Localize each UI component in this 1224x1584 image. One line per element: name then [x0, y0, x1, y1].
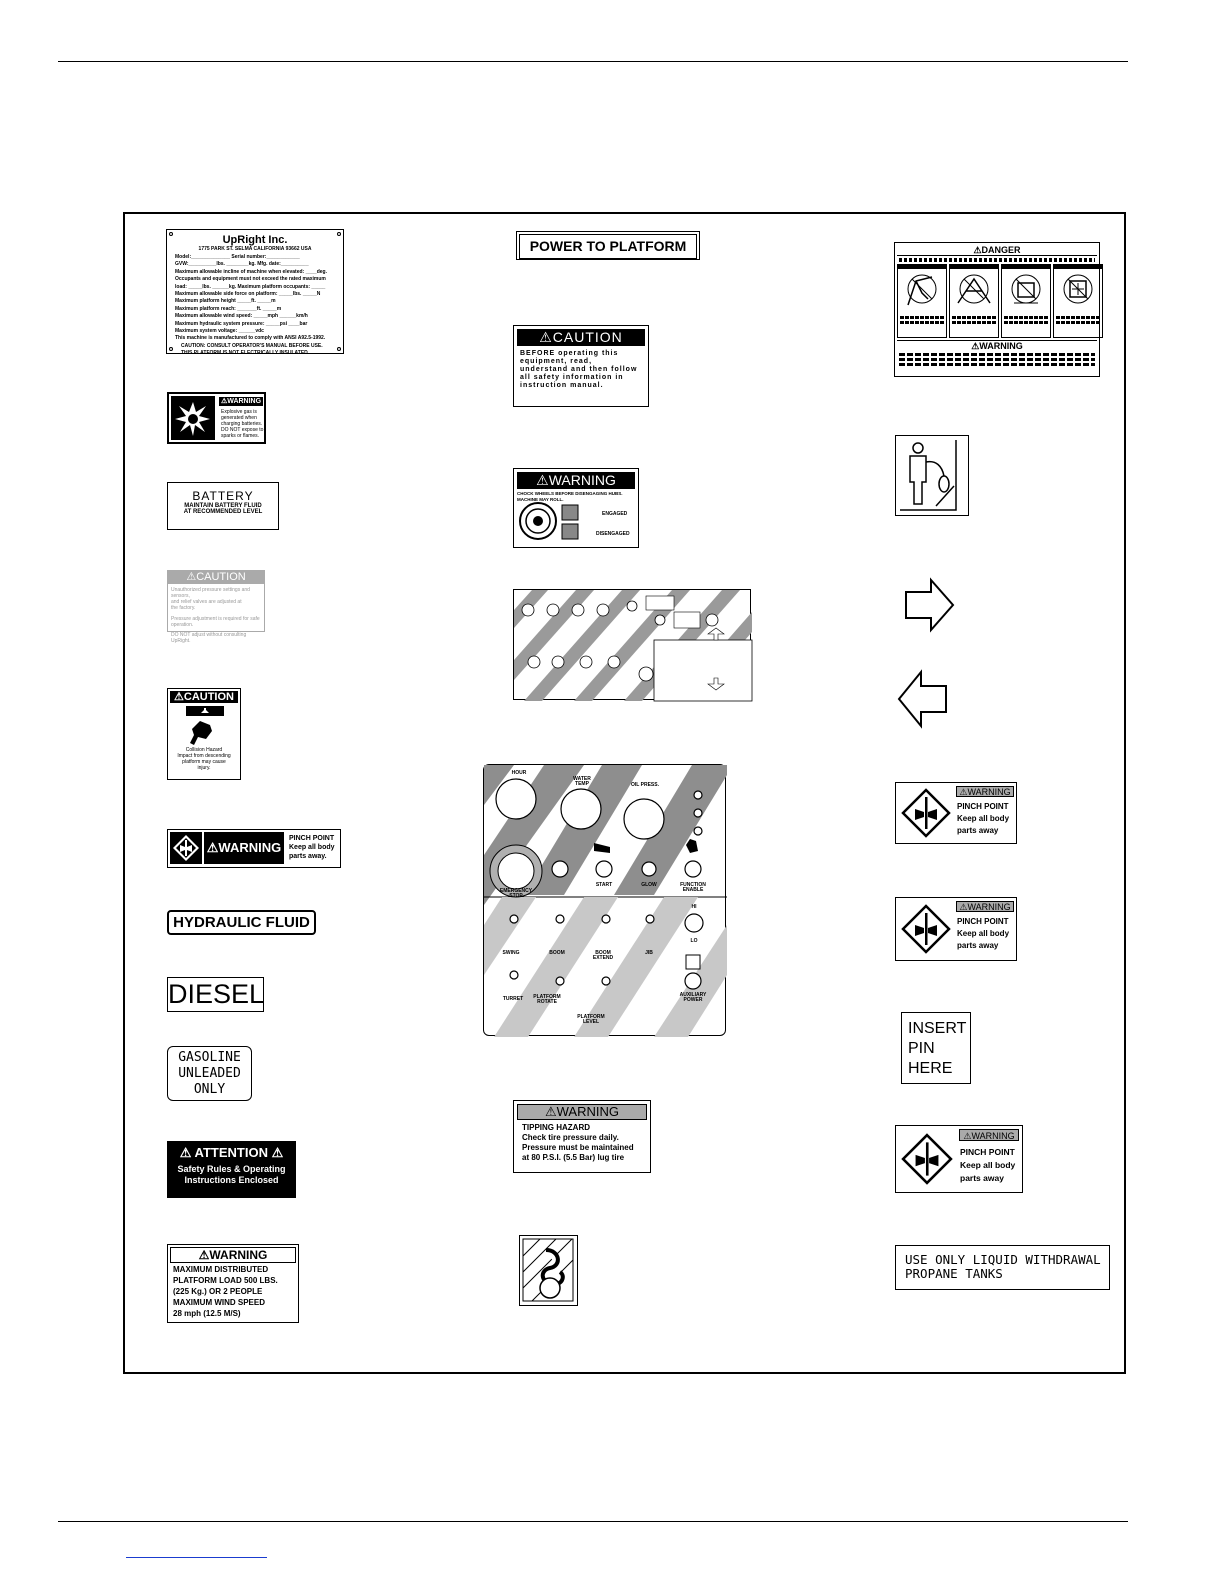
collision-line: Impact from descending [177, 753, 231, 759]
caution-faded-line: and relief valves are adjusted at [171, 599, 242, 605]
nameplate-company: UpRight Inc. [222, 234, 288, 246]
function-label-boom-extend: BOOM EXTEND [592, 950, 614, 961]
pinch-point-decal [895, 897, 1017, 961]
screw-hole-icon [169, 232, 173, 236]
tipping-line: Pressure must be maintained [522, 1143, 634, 1152]
chock-header: WARNING [548, 472, 616, 488]
caution-faded-line: the factory. [171, 605, 196, 611]
pinch-header: WARNING [967, 787, 1011, 797]
max-load-warning-decal [167, 1244, 299, 1323]
pinch-header: WARNING [967, 902, 1011, 912]
insert-pin-line1: INSERT [908, 1020, 967, 1037]
nameplate-line: load: _____lbs. ______kg. Maximum platform occupants: _____ [175, 283, 326, 290]
nameplate-line: Maximum platform height _____ft. _____m [175, 298, 276, 305]
tipping-header: WARNING [556, 1104, 619, 1119]
auxiliary-power-label: AUXILIARY POWER [679, 992, 707, 1003]
tipping-line: at 80 P.S.I. (5.5 Bar) lug tire [522, 1153, 625, 1162]
battery-decal [167, 482, 279, 530]
pinch-hand-icon [900, 1132, 954, 1186]
max-load-line: (225 Kg.) OR 2 PEOPLE [173, 1287, 263, 1296]
gauge-label-water-temp: WATER TEMP [573, 776, 591, 787]
nameplate-line: This machine is manufactured to comply with ANSI A92.5-1992. [175, 335, 326, 342]
warning-triangle-icon: ⚠ [174, 691, 184, 703]
nameplate-decal [166, 229, 344, 357]
danger-safety-rules-decal [894, 242, 1100, 377]
nameplate-line: Model:______________ Serial number:____________ [175, 254, 300, 260]
chock-line1: CHOCK WHEELS BEFORE DISENGAGING HUBS. [517, 491, 623, 496]
nameplate-line: GVW:__________lbs. ________kg. Mfg. date:__________ [175, 261, 309, 268]
battery-line2: AT RECOMMENDED LEVEL [183, 509, 263, 515]
pinch-hand-icon [900, 903, 952, 955]
gasoline-line2: UNLEADED [178, 1066, 241, 1081]
warning-triangle-icon: ⚠ [539, 329, 553, 345]
warning-triangle-icon: ⚠ [220, 398, 228, 405]
lifting-point-decal [519, 1235, 578, 1306]
pinch-hand-icon [900, 787, 952, 839]
pinch-line: Keep all body [957, 814, 1010, 823]
collision-line: Collision Hazard [185, 747, 223, 753]
explosion-icon [171, 396, 215, 440]
platform-control-panel-small-decal [513, 589, 751, 700]
collision-line: platform may cause [182, 759, 226, 765]
attention-line1: Safety Rules & Operating [177, 1164, 286, 1174]
gasoline-decal [167, 1046, 252, 1101]
warning-triangle-icon: ⚠ [959, 902, 968, 912]
max-load-line: PLATFORM LOAD 500 LBS. [173, 1276, 278, 1285]
function-enable-label: FUNCTION ENABLE [680, 882, 706, 893]
pinch-point-decal [895, 782, 1017, 844]
caution-faded-line: Unauthorized pressure settings and sensors, [171, 587, 250, 599]
tipping-hazard-warning-decal [513, 1100, 651, 1173]
diesel-label: DIESEL [168, 979, 265, 1009]
harness-lanyard-decal [895, 435, 969, 516]
explosive-line: Explosive gas is [221, 409, 257, 415]
tipping-line: Check tire pressure daily. [522, 1133, 619, 1142]
power-to-platform-label: POWER TO PLATFORM [529, 238, 687, 254]
explosive-gas-warning-decal [167, 392, 266, 444]
collision-line: injury. [197, 765, 211, 771]
pinch-line: parts away [957, 941, 999, 950]
pinch-wide-line: PINCH POINT [289, 835, 335, 842]
max-load-line: 28 mph (12.5 M/S) [173, 1309, 241, 1318]
harness-person-icon [896, 436, 967, 514]
wheel-hub-icon [518, 501, 588, 543]
nameplate-line: Maximum allowable incline of machine when elevated: ____deg. [175, 268, 327, 275]
pinch-wide-line: parts away. [289, 853, 327, 860]
caution-faded-header: CAUTION [196, 571, 246, 583]
hydraulic-label: HYDRAULIC FLUID [173, 914, 310, 931]
pinch-line: parts away [960, 1173, 1004, 1183]
warning-triangle-icon: ⚠ [959, 787, 968, 797]
lo-label: LO [690, 938, 698, 944]
crush-hand-icon [170, 705, 240, 747]
max-load-line: MAXIMUM DISTRIBUTED [173, 1265, 269, 1274]
hazard-pictogram-icon [897, 264, 947, 338]
danger-header: DANGER [981, 245, 1021, 255]
warning-triangle-icon: ⚠ [271, 1145, 284, 1160]
glow-label: GLOW [641, 882, 657, 888]
screw-hole-icon [169, 347, 173, 351]
function-label-swing: SWING [502, 950, 520, 956]
function-label-jib: JIB [645, 950, 653, 956]
chock-wheels-warning-decal [513, 468, 639, 548]
hi-label: HI [691, 904, 697, 910]
footer-link-underline[interactable] [126, 1557, 267, 1558]
warning-triangle-icon: ⚠ [973, 245, 982, 255]
function-label-boom: BOOM [549, 950, 565, 956]
danger-warning-subheader: WARNING [979, 341, 1023, 351]
screw-hole-icon [337, 347, 341, 351]
chock-line2: MACHINE MAY ROLL. [517, 497, 564, 502]
start-label: START [595, 882, 613, 888]
pinch-line: PINCH POINT [960, 1147, 1015, 1157]
function-label-platform-rotate: PLATFORM ROTATE [533, 994, 561, 1005]
caution-before-text: BEFORE operating this equipment, read, understand and then follow all safety information in instruction manual. [520, 350, 638, 389]
nameplate-lines [175, 254, 335, 358]
pinch-point-wide-decal [167, 829, 341, 868]
pinch-wide-header: WARNING [218, 840, 282, 855]
nameplate-line: Maximum system voltage: ______vdc [175, 328, 264, 335]
top-rule [58, 61, 1128, 62]
attention-line2: Instructions Enclosed [184, 1175, 279, 1185]
explosive-line: DO NOT expose to [221, 427, 264, 433]
collision-caution-decal [167, 688, 241, 780]
battery-title: BATTERY [192, 489, 254, 503]
propane-tanks-decal [895, 1245, 1110, 1290]
panel-stripes-icon [514, 590, 752, 701]
insert-pin-line3: HERE [908, 1060, 953, 1077]
diesel-decal [167, 977, 264, 1012]
ground-control-panel-decal [483, 764, 726, 1036]
screw-hole-icon [337, 232, 341, 236]
pinch-wide-line: Keep all body [289, 844, 335, 851]
arrow-left-icon [897, 670, 949, 728]
explosive-line: sparks or flames. [221, 433, 260, 439]
lifting-hook-icon [520, 1236, 576, 1304]
bottom-rule [58, 1521, 1128, 1522]
attention-header: ATTENTION [194, 1145, 268, 1160]
caution-before-operating-decal [513, 325, 649, 407]
warning-triangle-icon: ⚠ [206, 840, 219, 855]
pinch-line: PINCH POINT [957, 802, 1009, 811]
pinch-hand-icon [170, 832, 202, 864]
gauge-label-oil-press: OIL PRESS. [631, 782, 659, 788]
hydraulic-fluid-decal [167, 910, 316, 935]
caution-before-header: CAUTION [552, 329, 623, 345]
pinch-line: Keep all body [957, 929, 1010, 938]
hazard-pictogram-icon [1001, 264, 1051, 338]
chock-engaged: ENGAGED [602, 511, 628, 517]
collision-header: CAUTION [183, 691, 234, 703]
pinch-line: Keep all body [960, 1160, 1016, 1170]
nameplate-line: CAUTION: CONSULT OPERATOR'S MANUAL BEFORE USE. [181, 342, 323, 349]
function-label-turret: TURRET [502, 996, 524, 1002]
explosive-line: charging batteries. [221, 421, 263, 427]
explosive-line: generated when [221, 415, 257, 421]
gasoline-line1: GASOLINE [178, 1050, 241, 1065]
caution-faded-line: Pressure adjustment is required for safe operation. [171, 616, 260, 628]
function-label-platform-level: PLATFORM LEVEL [577, 1014, 605, 1025]
caution-faded-line: DO NOT adjust without consulting UpRight. [171, 632, 247, 644]
nameplate-line: Maximum allowable side force on platform: _____lbs. _____N [175, 291, 321, 298]
nameplate-line: Occupants and equipment must not exceed the rated maximum [175, 276, 326, 283]
insert-pin-decal [901, 1012, 971, 1084]
nameplate-address: 1775 PARK ST. SELMA CALIFORNIA 93662 USA [198, 246, 312, 252]
chock-disengaged: DISENGAGED [596, 531, 630, 537]
arrow-right-icon [903, 578, 955, 632]
tipping-line: TIPPING HAZARD [522, 1123, 590, 1132]
hazard-pictogram-icon [949, 264, 999, 338]
warning-triangle-icon: ⚠ [179, 1145, 192, 1160]
battery-line1: MAINTAIN BATTERY FLUID [184, 503, 262, 509]
pinch-line: PINCH POINT [957, 917, 1009, 926]
warning-triangle-icon: ⚠ [544, 1104, 557, 1119]
max-load-line: MAXIMUM WIND SPEED [173, 1298, 265, 1307]
nameplate-line: Maximum allowable wind speed: _____mph ______km/h [175, 313, 308, 320]
nameplate-line: Maximum platform reach: _______ft. _____m [175, 305, 282, 312]
gasoline-line3: ONLY [193, 1082, 226, 1097]
gauge-label-hour: HOUR [511, 770, 527, 776]
max-load-header: WARNING [209, 1248, 268, 1262]
pinch-header: WARNING [971, 1131, 1015, 1141]
power-to-platform-decal [516, 231, 700, 260]
warning-triangle-icon: ⚠ [536, 472, 549, 488]
warning-triangle-icon: ⚠ [963, 1131, 972, 1141]
explosive-header: WARNING [227, 398, 262, 405]
pinch-line: parts away [957, 826, 999, 835]
warning-triangle-icon: ⚠ [971, 341, 980, 351]
hazard-pictogram-icon [1053, 264, 1103, 338]
propane-line1: USE ONLY LIQUID WITHDRAWAL [905, 1252, 1101, 1267]
emergency-stop-label: EMERGENCY STOP [499, 888, 533, 899]
nameplate-line: THIS PLATFORM IS NOT ELECTRICALLY INSULATED [181, 350, 308, 357]
attention-decal [167, 1141, 296, 1198]
nameplate-line: Maximum hydraulic system pressure: _____psi ____bar [175, 320, 308, 327]
insert-pin-line2: PIN [908, 1040, 935, 1057]
pressure-caution-decal [167, 570, 265, 644]
warning-triangle-icon: ⚠ [198, 1248, 210, 1262]
propane-line2: PROPANE TANKS [905, 1266, 1003, 1281]
warning-triangle-icon: ⚠ [186, 571, 197, 583]
pinch-point-decal [895, 1125, 1023, 1193]
